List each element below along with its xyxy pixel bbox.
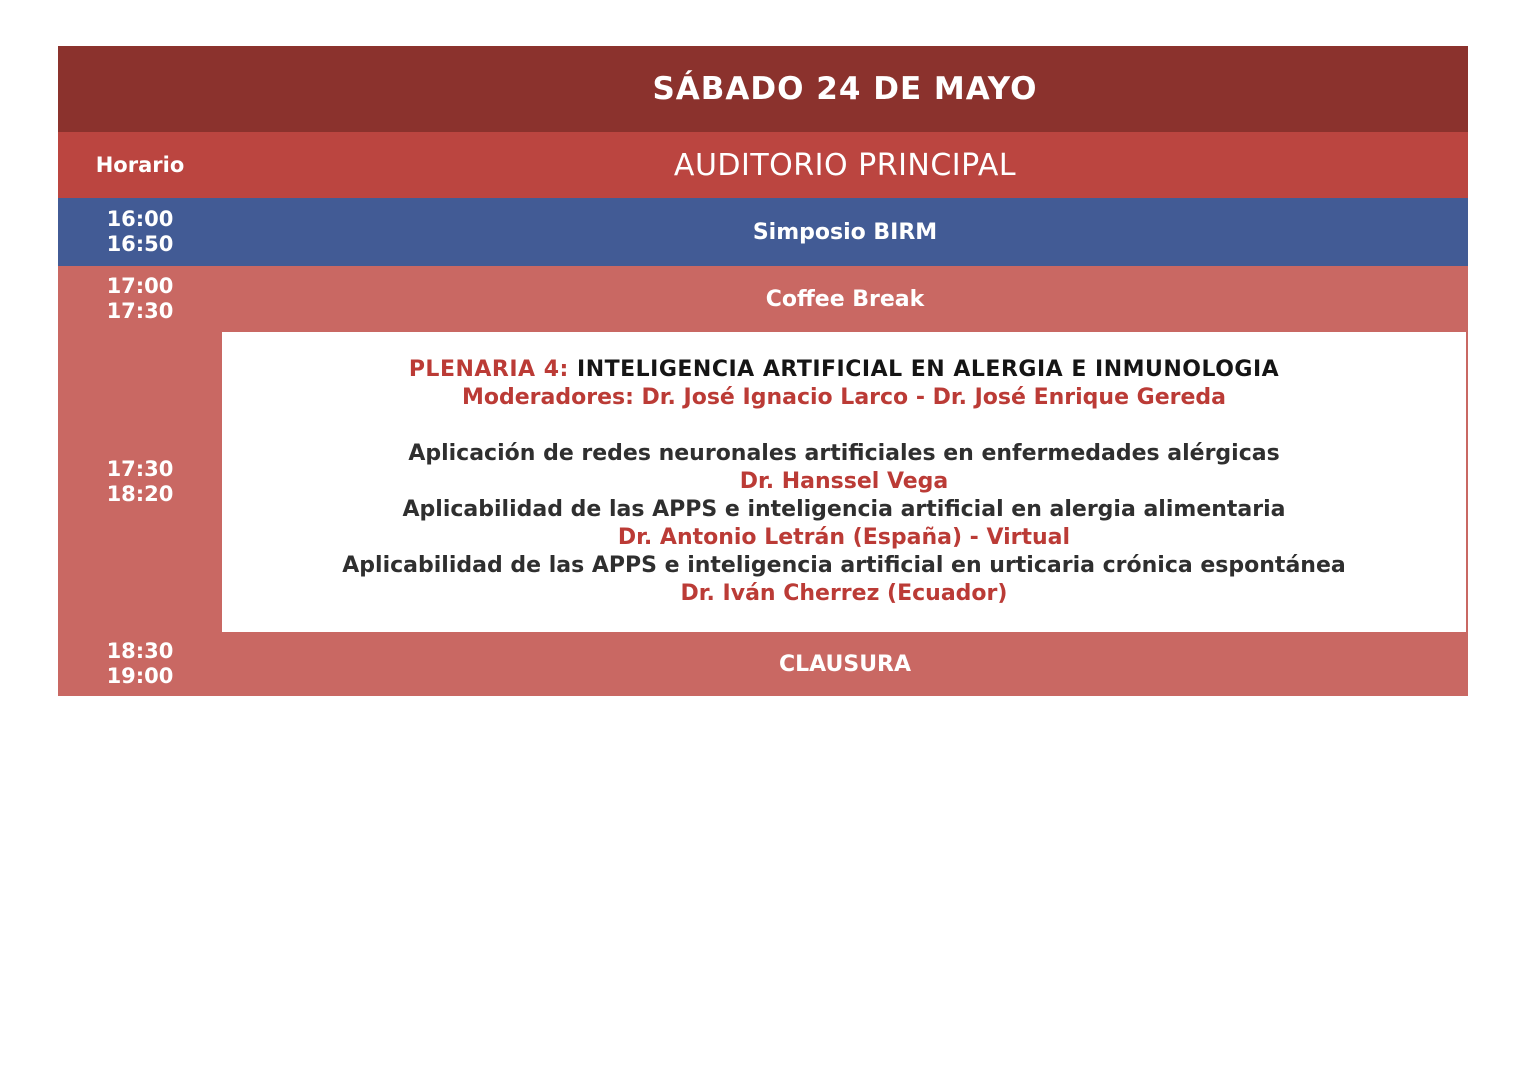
moderators: Moderadores: Dr. José Ignacio Larco - Dr. José Enrique Gereda [461, 385, 1227, 410]
clausura-label: CLAUSURA [778, 651, 912, 677]
time-cell [58, 207, 222, 257]
plenaria-heading [409, 356, 1279, 384]
start-time: 16:00 [106, 207, 174, 231]
time-column-header: Horario [95, 153, 185, 177]
schedule-row-simposio [58, 198, 1468, 266]
talk-title: Aplicabilidad de las APPS e inteligencia artificial en urticaria crónica espontánea [342, 553, 1346, 578]
room-header: AUDITORIO PRINCIPAL [673, 147, 1017, 183]
schedule-block [58, 266, 1468, 696]
content-column [222, 266, 1468, 696]
end-time: 16:50 [106, 232, 174, 256]
start-time: 17:30 [106, 457, 174, 481]
time-column [58, 266, 222, 696]
plenaria-prefix: PLENARIA 4: [408, 357, 569, 382]
plenaria-cell [222, 332, 1468, 632]
day-title: SÁBADO 24 DE MAYO [652, 71, 1038, 107]
talk-title: Aplicación de redes neuronales artificiales en enfermedades alérgicas [408, 441, 1280, 466]
talk-speaker: Dr. Iván Cherrez (Ecuador) [680, 581, 1008, 606]
plenaria-title: INTELIGENCIA ARTIFICIAL EN ALERGIA E INMUNOLOGIA [568, 357, 1280, 382]
end-time: 17:30 [106, 299, 174, 323]
end-time: 19:00 [106, 664, 174, 688]
time-cell [58, 332, 222, 632]
schedule-table [58, 46, 1468, 696]
coffee-break-label: Coffee Break [765, 286, 925, 312]
start-time: 18:30 [106, 639, 174, 663]
talk-speaker: Dr. Antonio Letrán (España) - Virtual [617, 525, 1071, 550]
talk-title: Aplicabilidad de las APPS e inteligencia artificial en alergia alimentaria [402, 497, 1286, 522]
start-time: 17:00 [106, 274, 174, 298]
talk-speaker: Dr. Hanssel Vega [739, 469, 949, 494]
header-row [58, 132, 1468, 198]
session-label: Simposio BIRM [752, 219, 938, 245]
day-title-row [58, 46, 1468, 132]
time-cell [58, 632, 222, 696]
end-time: 18:20 [106, 482, 174, 506]
time-cell [58, 266, 222, 332]
